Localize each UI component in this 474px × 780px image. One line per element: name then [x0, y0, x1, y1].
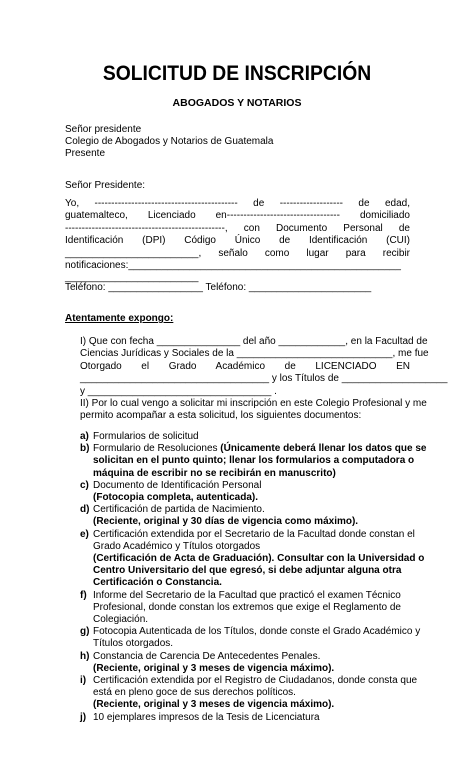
document-item-line: Colegiación. [93, 614, 149, 626]
addressee-line-3: Presente [65, 148, 106, 159]
document-item-line: Documento de Identificación Personal [93, 479, 262, 491]
document-item-line: Fotocopia Autenticada de los Títulos, donde conste el Grado Académico y [93, 626, 421, 638]
document-item-text [93, 626, 420, 650]
document-item-line: Formularios de solicitud [93, 431, 199, 442]
document-item-line: está en pleno goce de sus derechos políticos. [93, 687, 296, 699]
document-item-line: Constancia de Carencia De Antecedentes Penales. [93, 650, 321, 662]
document-item-letter: i) [80, 675, 87, 687]
intro-line: guatemalteco, Licenciado en---------------------------------- domiciliado [65, 210, 410, 222]
document-item-text [93, 443, 426, 480]
document-item [80, 651, 410, 675]
document-item-line: Formulario de Resoluciones (Únicamente deberá llenar los datos que se [93, 443, 427, 455]
document-item-text [93, 590, 410, 627]
intro-line: ________________________ [65, 272, 199, 284]
document-item-line: (Certificación de Acta de Graduación). Consultar con la Universidad o [93, 553, 425, 565]
document-item-line: Informe del Secretario de la Facultad que practicó el examen Técnico [93, 589, 401, 601]
document-item-line: solicitan en el punto quinto; llenar los formularios a computadora o [93, 455, 415, 467]
section-1-line: Ciencias Jurídicas y Sociales de la ____________________________, me fue [80, 348, 429, 360]
section-1-line: I) Que con fecha _______________ del año ____________, en la Facultad de [80, 336, 428, 347]
document-item-line: (Fotocopia completa, autenticada). [93, 492, 259, 504]
document-item [80, 504, 410, 528]
addressee-line-1: Señor presidente [65, 124, 142, 135]
document-item-text [93, 529, 424, 590]
document-item-line: Títulos otorgados. [93, 638, 174, 650]
section-1-line: y _________________________________ . [80, 385, 277, 397]
document-subtitle: ABOGADOS Y NOTARIOS [172, 97, 302, 109]
document-item [80, 712, 410, 724]
document-item-letter: j) [80, 711, 87, 723]
document-item-line: 10 ejemplares impresos de la Tesis de Licenciatura [93, 711, 320, 723]
document-item-text [93, 431, 410, 443]
document-item-line: (Reciente, original y 3 meses de vigencia máximo). [93, 699, 335, 711]
section-2-line: permito acompañar a esta solicitud, los siguientes documentos: [80, 410, 362, 421]
salutation: Señor Presidente: [65, 180, 146, 191]
intro-paragraph [65, 198, 410, 285]
document-item [80, 480, 410, 504]
document-item-line: (Reciente, original y 3 meses de vigencia máximo). [93, 662, 335, 674]
document-item-text [93, 712, 410, 724]
document-item-line: Certificación extendida por el Registro de Ciudadanos, donde consta que [93, 675, 418, 687]
document-item [80, 626, 421, 650]
section-heading: Atentamente expongo: [65, 313, 174, 324]
document-item-letter: a) [80, 431, 89, 442]
section-1-line: Otorgado el Grado Académico de LICENCIADO EN [80, 360, 410, 372]
documents-list [80, 431, 427, 724]
document-item-line: Certificación extendida por el Secretario de la Facultad donde constan el [93, 528, 415, 540]
document-item-line: Certificación o Constancia. [93, 577, 222, 589]
section-1-line: __________________________________ y los Títulos de ___________________ [80, 373, 448, 385]
document-item-line: (Reciente, original y 30 días de vigencia como máximo). [93, 516, 359, 528]
document-item-letter: g) [80, 626, 90, 638]
document-item [80, 590, 410, 627]
document-item-text [93, 651, 410, 675]
intro-line: ________________________, señalo como lugar para recibir [65, 247, 410, 259]
document-item-letter: c) [80, 479, 89, 491]
document-item-letter: h) [80, 650, 90, 662]
intro-line: Yo, ------------------------------------------- de ------------------- de edad, [65, 198, 410, 209]
document-item-letter: e) [80, 528, 89, 540]
intro-line: Identificación (DPI) Código Único de Identificación (CUI) [65, 235, 410, 247]
document-item-text [93, 504, 410, 528]
document-item-line: Profesional, donde constan los extremos que exige el Reglamento de [93, 601, 401, 613]
section-1 [80, 336, 448, 398]
document-item [80, 528, 425, 590]
document-item [80, 431, 410, 443]
intro-line: notificaciones:_________________________________________________ [65, 260, 401, 272]
document-item-line: Grado Académico y Títulos otorgados [93, 540, 261, 552]
document-item-line: máquina de escribir no se recibirán en manuscrito) [93, 467, 336, 479]
document-item-letter: b) [80, 443, 90, 455]
phone-line: Teléfono: _________________ Teléfono: ______________________ [65, 282, 372, 293]
document-item [80, 675, 418, 712]
document-item-letter: f) [80, 589, 87, 601]
document-item-line: Centro Universitario del que egresó, si debe adjuntar alguna otra [93, 565, 402, 577]
document-item-letter: d) [80, 504, 90, 516]
document-item [80, 443, 427, 480]
document-item-text [93, 480, 410, 504]
intro-line: ------------------------------------------------, con Documento Personal de [65, 222, 410, 234]
document-item-line: Certificación de partida de Nacimiento. [93, 504, 265, 516]
addressee-line-2: Colegio de Abogados y Notarios de Guatemala [65, 136, 274, 147]
section-2-line: II) Por lo cual vengo a solicitar mi inscripción en este Colegio Profesional y me [80, 398, 427, 409]
document-title: SOLICITUD DE INSCRIPCIÓN [102, 62, 372, 85]
document-item-text [93, 675, 417, 712]
